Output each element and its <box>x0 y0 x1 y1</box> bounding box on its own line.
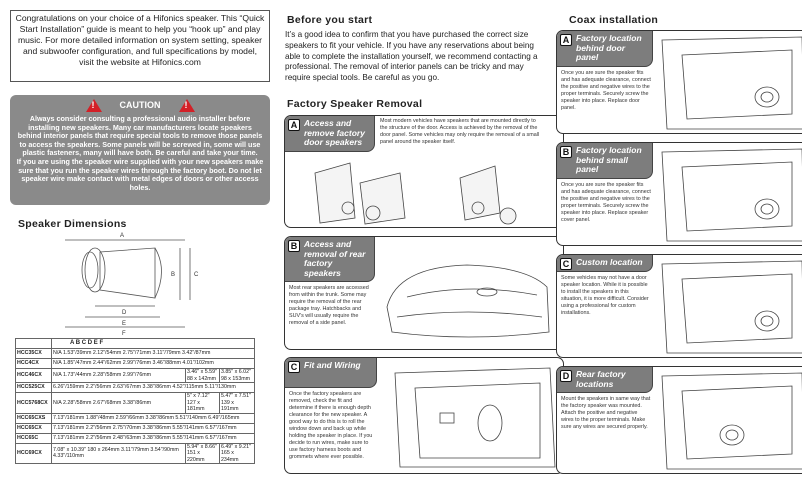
panel-text: Mount the speakers in same way that the factory speaker was mounted. Attach the positive and negative wires to the proper terminals. Make sure any wires are secured properly. <box>561 396 651 430</box>
dims-cell: 7.13"/181mm 2.2"/56mm 2.75"/70mm 3.38"/86mm 5.55"/141mm 6.57"/167mm <box>52 423 255 433</box>
panel-text: Once you are sure the speaker fits and has adequate clearance, connect the positive and negative wires to the proper terminals. Securely screw the speaker into place. Replace speaker cover panel. <box>561 181 651 223</box>
table-header-row <box>16 339 255 349</box>
speaker-dimension-diagram <box>60 230 220 336</box>
dims-cell: 6.49" x 9.21" 165 x 234mm <box>219 443 254 464</box>
panel-title: Factory location behind small panel <box>576 145 642 174</box>
dim-label-c: C <box>194 272 199 278</box>
panel-letter: D <box>560 370 572 382</box>
dimensions-table <box>15 338 255 464</box>
model-cell: HCC4CX <box>16 359 52 369</box>
model-cell: HCC5768CX <box>16 393 52 414</box>
caution-title: CAUTION <box>119 100 161 111</box>
panel-title: Access and removal of rear factory speakers <box>304 239 366 278</box>
removal-panel-c <box>284 357 564 474</box>
panel-letter: C <box>560 258 572 270</box>
before-heading: Before you start <box>287 14 373 26</box>
model-cell: HCC65C <box>16 433 52 443</box>
table-row <box>16 443 255 464</box>
panel-letter: A <box>288 119 300 131</box>
table-row <box>16 423 255 433</box>
install-illustration <box>657 371 802 471</box>
install-illustration <box>657 147 802 243</box>
table-header: A B C D E F <box>52 339 255 349</box>
trunk-illustration <box>377 247 557 347</box>
install-illustration <box>657 35 802 131</box>
panel-letter: A <box>560 34 572 46</box>
door-panel-illustration <box>310 158 540 226</box>
panel-letter: B <box>288 240 300 252</box>
panel-title: Factory location behind door panel <box>576 33 642 62</box>
table-row <box>16 349 255 359</box>
coax-panel-d <box>556 366 802 474</box>
dims-cell: 7.08" x 10.39" 180 x 264mm 3.11"/79mm 3.54"/90mm 4.33"/110mm <box>52 443 186 464</box>
dims-cell: 5.94" x 8.66" 151 x 220mm <box>185 443 219 464</box>
panel-title: Rear factory locations <box>576 369 626 389</box>
table-row <box>16 359 255 369</box>
panel-title: Access and remove factory door speakers <box>304 118 365 147</box>
dim-label-b: B <box>171 272 176 278</box>
coax-panel-a <box>556 30 802 134</box>
caution-box <box>10 95 270 205</box>
removal-panel-b <box>284 236 564 350</box>
dim-label-f: F <box>122 331 126 336</box>
warning-triangle-icon: ! <box>179 99 195 112</box>
dims-cell: N/A 1.85"/47mm 2.44"/62mm 2.99"/76mm 3.46"/88mm 4.01"/102mm <box>52 359 255 369</box>
dims-cell: 7.13"/181mm 2.2"/56mm 2.48"/63mm 3.38"/86mm 5.55"/141mm 6.57"/167mm <box>52 433 255 443</box>
caution-text-2: If you are using the speaker wire supplied with your new speakers make sure that you run the speaker wires through the factory boot. Do not let speaker wire make contact with metal edges of doors or other access holes. <box>16 156 264 192</box>
intro-box: Congratulations on your choice of a Hifonics speaker. This “Quick Start Installation” guide is meant to help you “hook up” and play music. For more detailed information on system setting, speaker and subwoofer configuration, and full specifications by model, visit the website at Hifonics.com <box>10 10 270 82</box>
removal-panel-a <box>284 115 564 228</box>
table-row <box>16 383 255 393</box>
dims-cell: 5.47" x 7.51" 139 x 191mm <box>219 393 254 414</box>
dims-cell: N/A 1.53"/39mm 2.12"/54mm 2.75"/71mm 3.11"/79mm 3.42"/87mm <box>52 349 255 359</box>
dims-cell: 3.46" x 5.59" 88 x 142mm <box>185 369 219 383</box>
dims-cell: 7.13"/181mm 1.88"/48mm 2.59"/66mm 3.38"/86mm 5.51"/140mm 6.49"/165mm <box>52 413 255 423</box>
panel-text: Some vehicles may not have a door speaker location. While it is possible to install the speakers in this situation, it is more difficult. Consider using a professional for custom installations. <box>561 274 649 316</box>
panel-text: Once the factory speakers are removed, check the fit and determine if there is enough depth clearance for the new speaker. A good way to do this is to roll the window down and back up while holding the speaker in place. If you decide to run wires, make sure to use factory harness boots and grommets where ever possible. <box>289 391 373 460</box>
panel-letter: B <box>560 146 572 158</box>
panel-text: Once you are sure the speaker fits and has adequate clearance, connect the positive and negative wires to the proper terminals. Securely screw the speaker into place. Replace door panel. <box>561 69 651 111</box>
table-row <box>16 413 255 423</box>
coax-heading: Coax installation <box>569 14 659 26</box>
table-row <box>16 393 255 414</box>
dims-cell: N/A 1.73"/44mm 2.28"/58mm 2.99"/76mm <box>52 369 186 383</box>
dim-label-e: E <box>122 321 127 327</box>
dims-cell: 5" x 7.12" 127 x 181mm <box>185 393 219 414</box>
model-cell: HCC69CX <box>16 443 52 464</box>
model-cell: HCC525CX <box>16 383 52 393</box>
panel-text: Most rear speakers are accessed from within the trunk. Some may require the removal of the rear package tray. Hatchbacks and SUV's will usually require the removal of a side panel. <box>289 285 369 326</box>
table-row <box>16 433 255 443</box>
dims-cell: 6.26"/159mm 2.2"/56mm 2.63"/67mm 3.38"/86mm 4.52"/115mm 5.11"/130mm <box>52 383 255 393</box>
dims-cell: N/A 2.28"/58mm 2.67"/68mm 3.38"/86mm <box>52 393 186 414</box>
dimensions-heading: Speaker Dimensions <box>18 218 127 230</box>
panel-title: Fit and Wiring <box>304 360 361 370</box>
model-cell: HCC46CX <box>16 369 52 383</box>
panel-letter: C <box>288 361 300 373</box>
panel-text: Most modern vehicles have speakers that are mounted directly to the structure of the door. Access is achieved by the removal of the door panel. Some vehicles may only require the removal of a small panel around the speaker itself. <box>380 118 540 145</box>
removal-heading: Factory Speaker Removal <box>287 98 423 110</box>
table-row <box>16 369 255 383</box>
model-cell: HCC65CXS <box>16 413 52 423</box>
model-cell: HCC35CX <box>16 349 52 359</box>
panel-title: Custom location <box>576 257 643 267</box>
door-fit-illustration <box>380 363 560 471</box>
coax-panel-c <box>556 254 802 358</box>
dims-cell: 3.85" x 6.02" 98 x 153mm <box>219 369 254 383</box>
warning-triangle-icon: ! <box>86 99 102 112</box>
coax-panel-b <box>556 142 802 246</box>
caution-text-1: Always consider consulting a professional audio installer before installing new speakers. Many car manufacturers locate speakers behind interior panels that require special tools to remove those panels to access the speakers. Some panels will be screwed in, some will use plastic fasteners, many will have both. Be careful and take your time. <box>17 114 263 158</box>
dim-label-d: D <box>122 310 127 316</box>
before-text: It’s a good idea to confirm that you have purchased the correct size speakers to fit your vehicle. If you have any reservations about being able to complete the installation yourself, we recommend contacting a professional. The removal of interior panels can be tricky and may require special tools. Be careful as you go. <box>285 30 538 83</box>
dim-label-a: A <box>120 233 125 239</box>
model-cell: HCC65CX <box>16 423 52 433</box>
install-illustration <box>657 259 802 355</box>
